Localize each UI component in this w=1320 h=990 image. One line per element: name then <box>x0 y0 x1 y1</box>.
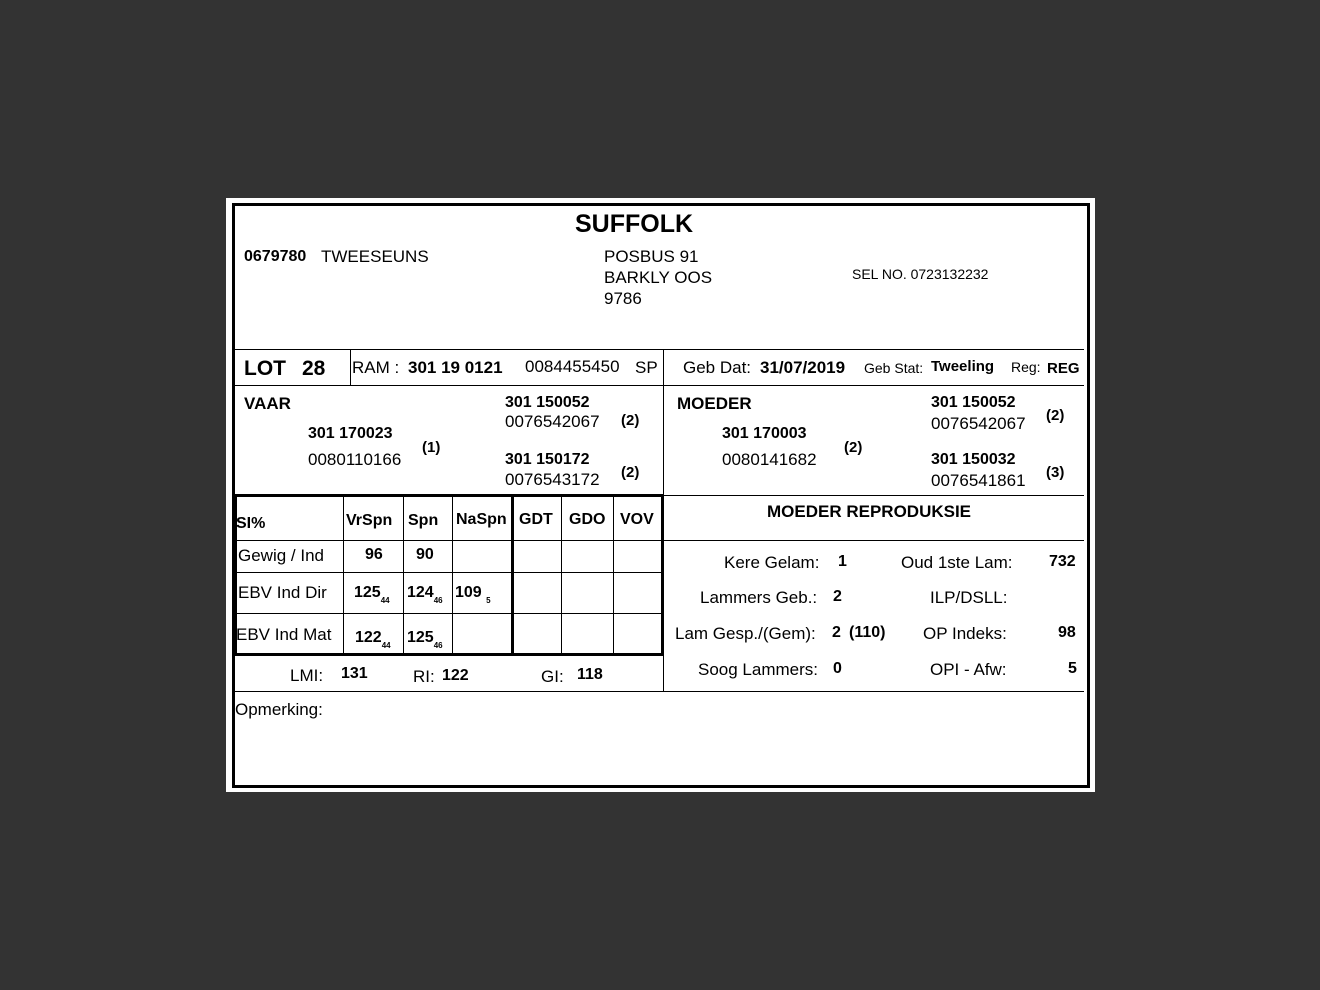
divider-repro-title <box>663 540 1084 541</box>
lmi-label: LMI: <box>290 666 324 685</box>
soog-lammers-value: 0 <box>833 660 842 677</box>
owner-name: TWEESEUNS <box>321 247 429 266</box>
col-divider-3 <box>452 495 453 655</box>
row-gewig-vrspn: 96 <box>365 546 383 563</box>
vaar-sire-count: (2) <box>621 412 640 429</box>
moeder-label: MOEDER <box>677 394 752 413</box>
vaar-reg: 0080110166 <box>308 450 402 469</box>
opi-afw-value: 5 <box>1068 660 1077 677</box>
moeder-dam-id: 301 150032 <box>931 451 1016 468</box>
lot-label: LOT <box>244 357 286 380</box>
row-ebv-mat-vrspn-acc: 44 <box>381 641 391 650</box>
table-group-divider <box>511 494 514 656</box>
lot-number: 28 <box>302 357 326 380</box>
address-line-3: 9786 <box>604 289 642 308</box>
address-line-2: BARKLY OOS <box>604 268 713 287</box>
table-top-border <box>234 494 664 497</box>
divider-lot-ram <box>350 349 351 385</box>
moeder-dam-reg: 0076541861 <box>931 471 1026 490</box>
remarks-label: Opmerking: <box>235 700 323 719</box>
soog-lammers-label: Soog Lammers: <box>698 660 818 679</box>
row-ebv-dir-vrspn: $125_{44}$ <box>354 584 390 605</box>
ram-registration: 0084455450 <box>525 357 620 376</box>
row-ebv-mat-label: EBV Ind Mat <box>236 625 332 644</box>
moeder-count: (2) <box>844 439 863 456</box>
col-header-si: SI% <box>236 515 266 532</box>
row-ebv-mat-vrspn: $122_{44}$ <box>355 629 391 650</box>
row-ebv-dir-naspn: 109 $_5$ <box>455 584 491 605</box>
gi-label: GI: <box>541 667 564 686</box>
moeder-sire-id: 301 150052 <box>931 394 1016 411</box>
geb-dat-label: Geb Dat: <box>683 358 752 377</box>
reg-label: Reg: <box>1011 359 1041 375</box>
ri-value: 122 <box>442 667 469 684</box>
moeder-sire-reg: 0076542067 <box>931 414 1026 433</box>
ram-id: 301 19 0121 <box>408 358 503 377</box>
col-header-vov: VOV <box>620 511 654 528</box>
row-ebv-dir-vrspn-acc: 44 <box>380 596 390 605</box>
col-divider-2 <box>403 495 404 655</box>
moeder-dam-count: (3) <box>1046 464 1065 481</box>
reg-value: REG <box>1047 360 1080 377</box>
ilp-dsll-label: ILP/DSLL: <box>930 588 1008 607</box>
col-divider-1 <box>343 495 344 655</box>
col-header-gdo: GDO <box>569 511 606 528</box>
geb-dat-value: 31/07/2019 <box>760 358 846 377</box>
row-gewig-spn: 90 <box>416 546 434 563</box>
row-ebv-dir-spn: $124_{46}$ <box>407 584 443 605</box>
moeder-sire-count: (2) <box>1046 407 1065 424</box>
col-header-spn: Spn <box>408 512 439 529</box>
op-indeks-value: 98 <box>1058 624 1076 641</box>
table-bottom-border <box>234 653 664 656</box>
divider-remarks <box>235 691 1084 692</box>
op-indeks-label: OP Indeks: <box>923 624 1007 643</box>
divider-table-header <box>235 540 663 541</box>
vaar-label: VAAR <box>244 394 291 413</box>
address-line-1: POSBUS 91 <box>604 247 699 266</box>
divider-pedigree-right <box>663 495 1084 496</box>
col-divider-6 <box>613 495 614 655</box>
kere-gelam-value: 1 <box>838 553 847 570</box>
oud-1ste-lam-value: 732 <box>1049 553 1076 570</box>
vaar-sire-id: 301 150052 <box>505 394 590 411</box>
breed-title: SUFFOLK <box>575 210 694 238</box>
divider-header <box>235 349 1084 350</box>
row-ebv-dir-spn-acc: 46 <box>433 596 443 605</box>
repro-title: MOEDER REPRODUKSIE <box>767 502 972 521</box>
col-header-gdt: GDT <box>519 511 553 528</box>
row-gewig-label: Gewig / Ind <box>238 546 324 565</box>
gi-value: 118 <box>577 666 603 683</box>
geb-stat-value: Tweeling <box>931 358 995 375</box>
lam-gesp-label: Lam Gesp./(Gem): <box>675 624 816 643</box>
oud-1ste-lam-label: Oud 1ste Lam: <box>901 553 1013 572</box>
moeder-reg: 0080141682 <box>722 450 817 469</box>
opi-afw-label: OPI - Afw: <box>930 660 1007 679</box>
lam-gesp-gem: (110) <box>849 624 886 641</box>
sel-number: SEL NO. 0723132232 <box>852 266 989 282</box>
ri-label: RI: <box>413 667 435 686</box>
ram-label: RAM : <box>352 358 400 377</box>
vaar-dam-id: 301 150172 <box>505 451 590 468</box>
divider-lot-row <box>235 385 1084 386</box>
geb-stat-label: Geb Stat: <box>864 360 924 376</box>
row-ebv-dir-label: EBV Ind Dir <box>238 583 327 602</box>
divider-table-row1 <box>235 572 663 573</box>
lammers-geb-label: Lammers Geb.: <box>700 588 818 607</box>
vaar-dam-reg: 0076543172 <box>505 470 600 489</box>
vaar-dam-count: (2) <box>621 464 640 481</box>
kere-gelam-label: Kere Gelam: <box>724 553 820 572</box>
col-header-vrspn: VrSpn <box>346 512 393 529</box>
vaar-count: (1) <box>422 439 441 456</box>
lammers-geb-value: 2 <box>833 588 842 605</box>
divider-center <box>663 349 664 692</box>
divider-table-row2 <box>235 613 663 614</box>
row-ebv-dir-naspn-acc: 5 <box>486 596 491 605</box>
ram-sp: SP <box>635 358 658 377</box>
lmi-value: 131 <box>341 665 368 682</box>
row-ebv-mat-spn: $125_{46}$ <box>407 629 443 650</box>
col-header-naspn: NaSpn <box>456 511 507 528</box>
vaar-sire-reg: 0076542067 <box>505 412 600 431</box>
col-divider-5 <box>561 495 562 655</box>
lam-gesp-value: 2 <box>832 624 841 641</box>
vaar-id: 301 170023 <box>308 425 393 442</box>
owner-number: 0679780 <box>244 248 307 265</box>
row-ebv-mat-spn-acc: 46 <box>433 641 443 650</box>
moeder-id: 301 170003 <box>722 425 807 442</box>
